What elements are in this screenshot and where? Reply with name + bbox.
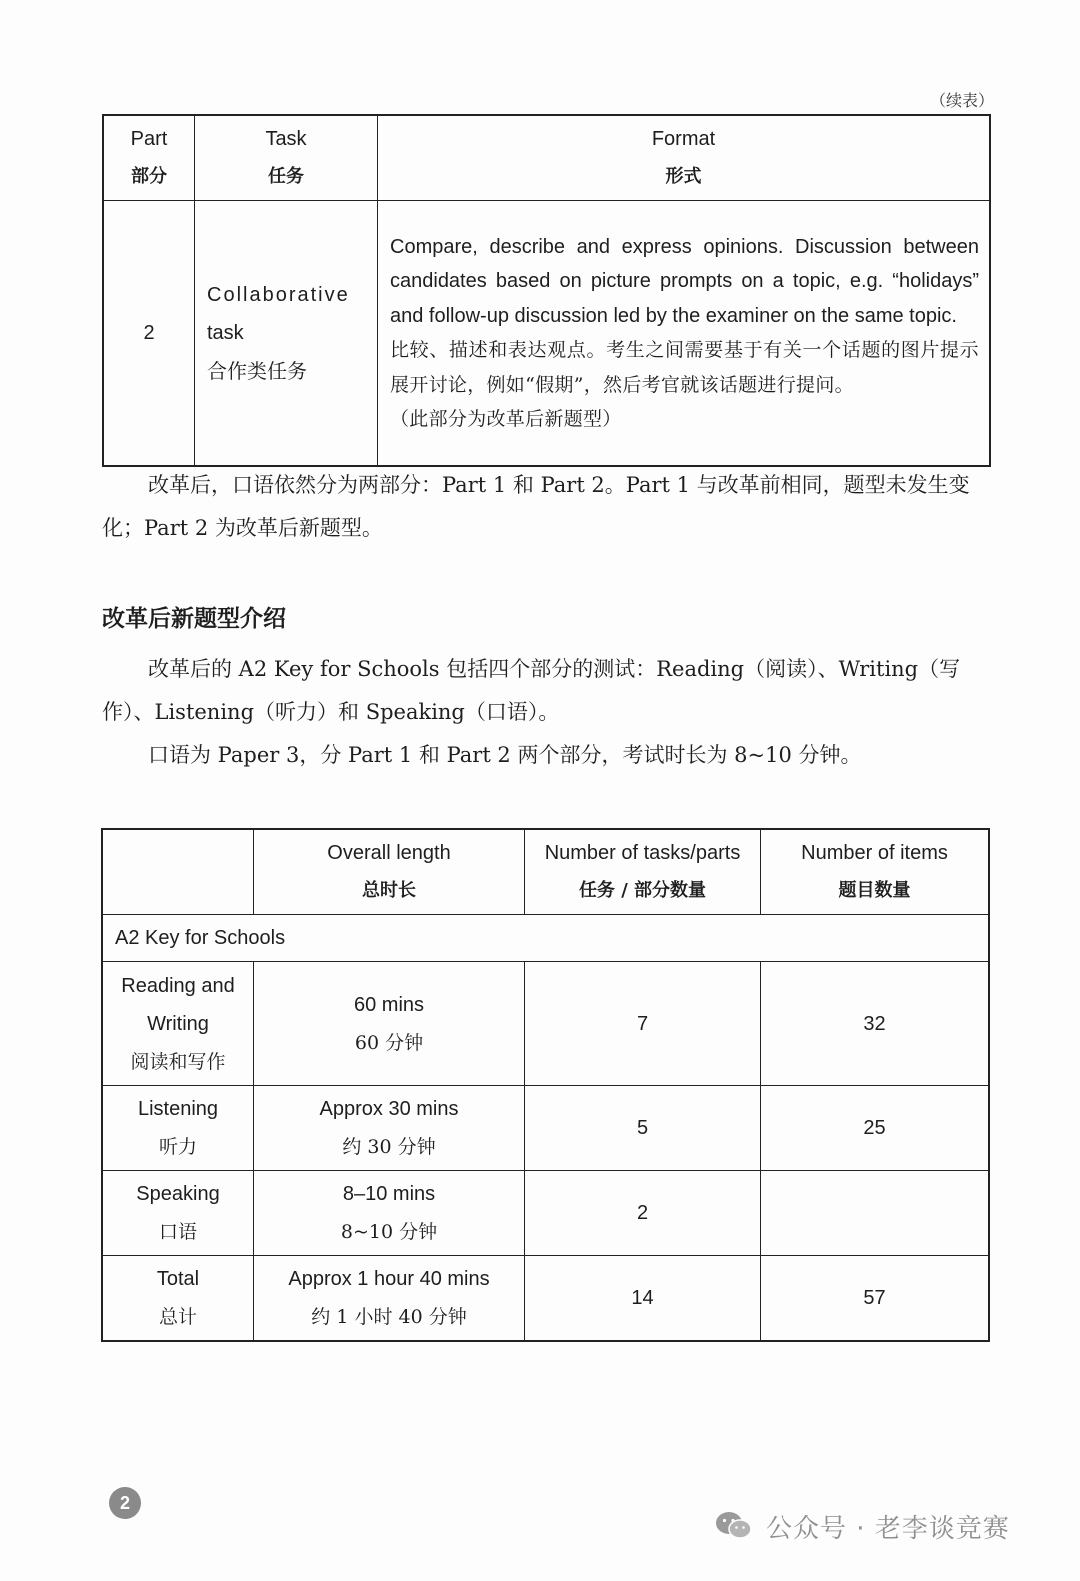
task-en-line2: task xyxy=(207,322,244,344)
part-cell: 2 xyxy=(103,201,195,467)
row-items xyxy=(761,1171,990,1256)
row-length xyxy=(254,962,525,1086)
continued-label: （续表） xyxy=(929,91,994,110)
row-tasks: 5 xyxy=(525,1086,761,1171)
format-note: （此部分为改革后新题型） xyxy=(390,408,622,430)
group-label: A2 Key for Schools xyxy=(102,915,989,962)
header-length xyxy=(254,829,525,915)
row-name xyxy=(102,1086,254,1171)
format-cell xyxy=(378,201,991,467)
row-name xyxy=(102,1171,254,1256)
header-blank xyxy=(102,829,254,915)
row-length-en: Approx 1 hour 40 mins xyxy=(288,1268,490,1290)
row-length-zh: 约 30 分钟 xyxy=(342,1136,436,1158)
paragraph-3: 口语为 Paper 3，分 Part 1 和 Part 2 两个部分，考试时长为 8~10 分钟。 xyxy=(148,743,862,767)
row-length-en: Approx 30 mins xyxy=(319,1098,459,1120)
table-header-row xyxy=(102,829,989,915)
header-task-en: Task xyxy=(265,128,307,150)
exam-overview-table xyxy=(101,828,990,1342)
row-items: 32 xyxy=(761,962,990,1086)
row-tasks: 14 xyxy=(525,1256,761,1342)
header-tasks-en: Number of tasks/parts xyxy=(544,842,741,864)
task-zh: 合作类任务 xyxy=(207,359,307,383)
header-task-zh: 任务 xyxy=(268,166,304,187)
header-format-en: Format xyxy=(651,128,716,150)
header-part-zh: 部分 xyxy=(131,166,167,187)
row-name-zh: 口语 xyxy=(158,1221,197,1243)
header-part xyxy=(103,115,195,201)
header-tasks-zh: 任务 / 部分数量 xyxy=(578,880,707,901)
row-length-zh: 约 1 小时 40 分钟 xyxy=(311,1306,467,1328)
watermark xyxy=(714,1508,1010,1544)
header-format xyxy=(378,115,991,201)
format-zh: 比较、描述和表达观点。考生之间需要基于有关一个话题的图片提示展开讨论，例如“假期”，然后考官就该话题进行提问。 xyxy=(390,339,979,396)
speaking-format-table xyxy=(102,114,991,467)
page-number: 2 xyxy=(109,1487,141,1519)
watermark-text: 公众号 · 老李谈竞赛 xyxy=(766,1513,1010,1544)
row-length-en: 8–10 mins xyxy=(342,1183,436,1205)
header-items xyxy=(761,829,990,915)
row-length-zh: 60 分钟 xyxy=(354,1031,424,1054)
header-items-zh: 题目数量 xyxy=(838,880,911,901)
row-name-en: Speaking xyxy=(136,1183,220,1205)
paragraph-2: 改革后的 A2 Key for Schools 包括四个部分的测试：Reading（阅读）、Writing（写作）、Listening（听力）和 Speaking（口语）。 xyxy=(102,657,961,724)
row-items: 57 xyxy=(761,1256,990,1342)
header-length-zh: 总时长 xyxy=(362,880,416,901)
task-cell xyxy=(195,201,378,467)
row-length-en: 60 mins xyxy=(353,993,425,1016)
format-en: Compare, describe and express opinions. Discussion between candidates based on picture prompts on a topic, e.g. “holidays” and follow-up discussion led by the examiner on the same topic. xyxy=(390,235,979,327)
row-name xyxy=(102,1256,254,1342)
section-heading: 改革后新题型介绍 xyxy=(102,605,286,632)
row-name-en: Listening xyxy=(137,1098,219,1120)
row-length xyxy=(254,1171,525,1256)
row-tasks: 2 xyxy=(525,1171,761,1256)
row-name xyxy=(102,962,254,1086)
row-name-en: Total xyxy=(156,1268,200,1290)
row-name-en: Reading and Writing xyxy=(121,974,235,1035)
paragraph-1: 改革后，口语依然分为两部分：Part 1 和 Part 2。Part 1 与改革前相同，题型未发生变化；Part 2 为改革后新题型。 xyxy=(102,473,970,540)
row-length xyxy=(254,1256,525,1342)
header-tasks xyxy=(525,829,761,915)
row-name-zh: 听力 xyxy=(158,1136,197,1158)
row-tasks: 7 xyxy=(525,962,761,1086)
task-en-line1: Collaborative xyxy=(207,284,350,306)
header-task xyxy=(195,115,378,201)
header-format-zh: 形式 xyxy=(665,166,702,187)
table-row xyxy=(102,962,989,1086)
wechat-icon xyxy=(714,1510,754,1542)
table-group-row xyxy=(102,915,989,962)
header-length-en: Overall length xyxy=(327,842,451,864)
table-row xyxy=(103,201,990,467)
header-part-en: Part xyxy=(130,128,168,150)
table-row xyxy=(102,1256,989,1342)
table-row xyxy=(102,1171,989,1256)
row-name-zh: 总计 xyxy=(158,1306,197,1328)
row-name-zh: 阅读和写作 xyxy=(130,1050,226,1073)
table-row xyxy=(102,1086,989,1171)
table-header-row xyxy=(103,115,990,201)
row-length xyxy=(254,1086,525,1171)
row-length-zh: 8~10 分钟 xyxy=(340,1221,438,1243)
row-items: 25 xyxy=(761,1086,990,1171)
header-items-en: Number of items xyxy=(801,842,948,864)
